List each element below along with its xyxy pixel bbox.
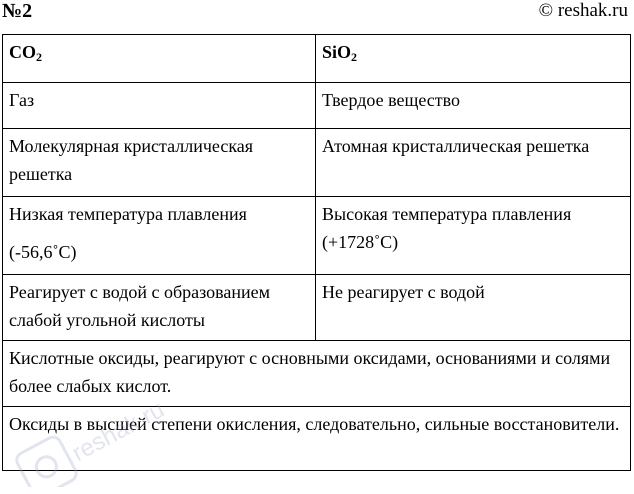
cell-co2-melting-value: (-56,6˚C) [9,242,77,262]
cell-co2-melting [3,197,316,275]
table-row [3,275,631,341]
table-row [3,197,631,275]
header-co2-subscript: 2 [36,50,42,64]
table-row-merged [3,341,631,407]
comparison-table [2,34,631,471]
watermark-text: reshak.ru [67,396,169,467]
header-sio2-main: SiO [322,42,352,62]
cell-sio2-water: Не реагирует с водой [316,275,631,341]
cell-co2-state: Газ [3,83,316,129]
header-co2 [3,35,316,83]
task-number: №2 [2,0,33,22]
cell-acidic-oxides: Кислотные оксиды, реагируют с основными оксидами, основаниями и солями более слабых кислот. [3,341,631,407]
site-brand: © reshak.ru [538,0,628,21]
cell-co2-water: Реагирует с водой с образованием слабой угольной кислоты [3,275,316,341]
table-row [3,129,631,197]
header-co2-main: CO [9,42,36,62]
table-row-merged [3,407,631,471]
cell-higher-oxidation: Оксиды в высшей степени окисления, следовательно, сильные восстановители. [3,407,631,471]
cell-co2-lattice: Молекулярная кристаллическая решетка [3,129,316,197]
header-sio2-subscript: 2 [351,50,358,64]
cell-sio2-lattice: Атомная кристаллическая решетка [316,129,631,197]
table-row [3,83,631,129]
cell-sio2-state: Твердое вещество [316,83,631,129]
header-sio2 [316,35,631,83]
cell-co2-melting-text: Низкая температура плавления [9,204,247,224]
table-header-row [3,35,631,83]
cell-sio2-melting: Высокая температура плавления (+1728˚C) [316,197,631,275]
